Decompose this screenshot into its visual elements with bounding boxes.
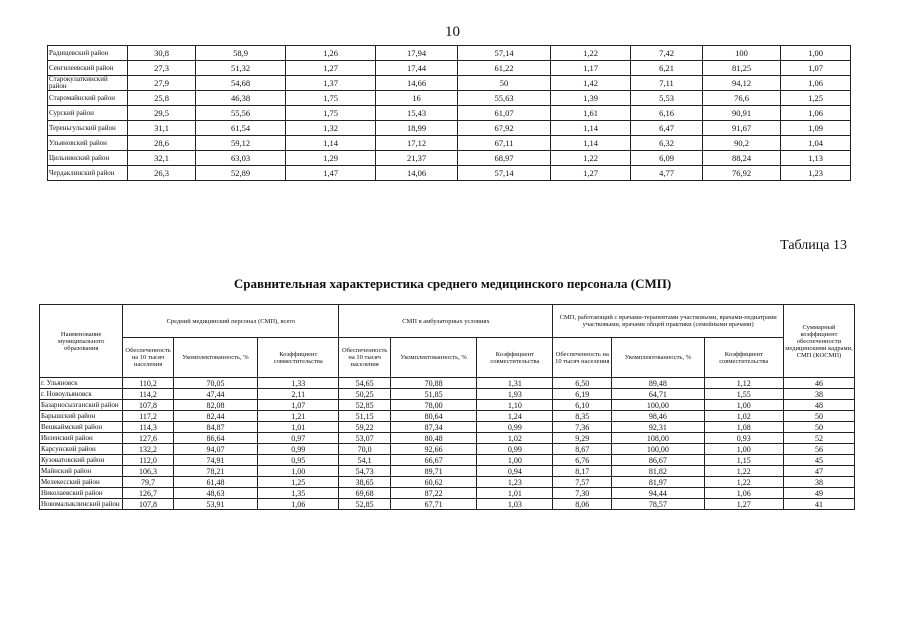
value-cell: 100 (703, 46, 781, 61)
page-number: 10 (445, 24, 460, 40)
value-cell: 0,99 (258, 444, 339, 455)
value-cell: 1,14 (551, 121, 631, 136)
value-cell: 69,68 (339, 488, 390, 499)
district-name-cell: Новомалыклинский район (40, 499, 123, 510)
value-cell: 52 (783, 433, 854, 444)
value-cell: 70,88 (390, 378, 476, 389)
value-cell: 49 (783, 488, 854, 499)
table1-body (48, 46, 851, 181)
header-g2-coefficient: Коэффициент совместительства (477, 338, 553, 378)
value-cell: 8,17 (553, 466, 612, 477)
value-cell: 8,67 (553, 444, 612, 455)
value-cell: 1,47 (286, 166, 376, 181)
value-cell: 21,37 (376, 151, 458, 166)
value-cell: 61,22 (458, 61, 551, 76)
value-cell: 1,27 (551, 166, 631, 181)
district-name-cell: Мелекесский район (40, 477, 123, 488)
value-cell: 81,82 (612, 466, 705, 477)
table-row (48, 91, 851, 106)
value-cell: 17,94 (376, 46, 458, 61)
header-smp-total: Средний медицинский персонал (СМП), всего (123, 305, 339, 338)
value-cell: 68,97 (458, 151, 551, 166)
value-cell: 6,10 (553, 400, 612, 411)
value-cell: 6,21 (631, 61, 703, 76)
header-g2-staffing: Укомплектованность, % (390, 338, 476, 378)
value-cell: 82,08 (173, 400, 257, 411)
value-cell: 6,16 (631, 106, 703, 121)
value-cell: 1,27 (286, 61, 376, 76)
value-cell: 88,24 (703, 151, 781, 166)
value-cell: 61,48 (173, 477, 257, 488)
value-cell: 1,37 (286, 76, 376, 91)
value-cell: 1,15 (704, 455, 783, 466)
value-cell: 1,13 (781, 151, 851, 166)
value-cell: 1,33 (258, 378, 339, 389)
value-cell: 91,67 (703, 121, 781, 136)
value-cell: 1,00 (258, 466, 339, 477)
value-cell: 89,48 (612, 378, 705, 389)
value-cell: 0,99 (477, 422, 553, 433)
value-cell: 6,19 (553, 389, 612, 400)
value-cell: 57,14 (458, 46, 551, 61)
header-g1-staffing: Укомплектованность, % (173, 338, 257, 378)
value-cell: 1,29 (286, 151, 376, 166)
value-cell: 1,02 (477, 433, 553, 444)
value-cell: 2,11 (258, 389, 339, 400)
value-cell: 1,31 (477, 378, 553, 389)
value-cell: 1,06 (781, 76, 851, 91)
table-row (48, 106, 851, 121)
value-cell: 0,99 (477, 444, 553, 455)
header-g1-provision: Обеспеченность на 10 тысяч населения (123, 338, 173, 378)
value-cell: 48 (783, 400, 854, 411)
district-name-cell: г. Ульяновск (40, 378, 123, 389)
value-cell: 67,71 (390, 499, 476, 510)
value-cell: 1,26 (286, 46, 376, 61)
value-cell: 1,32 (286, 121, 376, 136)
value-cell: 59,12 (196, 136, 286, 151)
value-cell: 17,12 (376, 136, 458, 151)
header-g1-coefficient: Коэффициент совместительства (258, 338, 339, 378)
table-row (40, 444, 855, 455)
district-name-cell: Старомайнский район (48, 91, 128, 106)
value-cell: 51,32 (196, 61, 286, 76)
value-cell: 54,73 (339, 466, 390, 477)
table-row (40, 499, 855, 510)
value-cell: 1,07 (781, 61, 851, 76)
value-cell: 38 (783, 389, 854, 400)
value-cell: 6,09 (631, 151, 703, 166)
value-cell: 0,95 (258, 455, 339, 466)
value-cell: 29,5 (128, 106, 196, 121)
value-cell: 76,6 (703, 91, 781, 106)
district-name-cell: Чердаклинский район (48, 166, 128, 181)
value-cell: 60,62 (390, 477, 476, 488)
table-row (40, 466, 855, 477)
district-name-cell: Цильнинский район (48, 151, 128, 166)
table-row (40, 455, 855, 466)
value-cell: 80,64 (390, 411, 476, 422)
header-district-name: Наименование муниципального образования (40, 305, 123, 378)
header-g3-provision: Обеспеченность на 10 тысяч населения (553, 338, 612, 378)
value-cell: 4,77 (631, 166, 703, 181)
value-cell: 81,25 (703, 61, 781, 76)
district-name-cell: Вешкаймский район (40, 422, 123, 433)
header-g3-coefficient: Коэффициент совместительства (704, 338, 783, 378)
value-cell: 1,00 (477, 455, 553, 466)
value-cell: 1,01 (258, 422, 339, 433)
district-name-cell: Ульяновский район (48, 136, 128, 151)
value-cell: 41 (783, 499, 854, 510)
value-cell: 1,06 (258, 499, 339, 510)
value-cell: 25,8 (128, 91, 196, 106)
value-cell: 87,34 (390, 422, 476, 433)
value-cell: 52,89 (196, 166, 286, 181)
value-cell: 107,8 (123, 499, 173, 510)
district-name-cell: Радищевский район (48, 46, 128, 61)
value-cell: 1,12 (704, 378, 783, 389)
value-cell: 1,39 (551, 91, 631, 106)
value-cell: 79,7 (123, 477, 173, 488)
value-cell: 16 (376, 91, 458, 106)
value-cell: 54,1 (339, 455, 390, 466)
value-cell: 7,42 (631, 46, 703, 61)
value-cell: 64,71 (612, 389, 705, 400)
value-cell: 0,97 (258, 433, 339, 444)
value-cell: 1,75 (286, 106, 376, 121)
value-cell: 100,00 (612, 444, 705, 455)
value-cell: 70,0 (339, 444, 390, 455)
value-cell: 1,06 (704, 488, 783, 499)
value-cell: 7,11 (631, 76, 703, 91)
value-cell: 8,06 (553, 499, 612, 510)
value-cell: 63,03 (196, 151, 286, 166)
smp-comparison-table (39, 304, 855, 510)
table-row (48, 151, 851, 166)
table-row (40, 389, 855, 400)
value-cell: 1,24 (477, 411, 553, 422)
table-row (40, 488, 855, 499)
value-cell: 1,75 (286, 91, 376, 106)
value-cell: 1,01 (477, 488, 553, 499)
value-cell: 18,99 (376, 121, 458, 136)
value-cell: 59,22 (339, 422, 390, 433)
district-name-cell: Майнский район (40, 466, 123, 477)
value-cell: 54,68 (196, 76, 286, 91)
header-g3-staffing: Укомплектованность, % (612, 338, 705, 378)
value-cell: 86,67 (612, 455, 705, 466)
district-name-cell: Кузоватовский район (40, 455, 123, 466)
value-cell: 89,71 (390, 466, 476, 477)
value-cell: 6,47 (631, 121, 703, 136)
value-cell: 1,22 (551, 151, 631, 166)
table-label: Таблица 13 (780, 238, 847, 253)
value-cell: 1,06 (781, 106, 851, 121)
value-cell: 1,22 (704, 477, 783, 488)
district-name-cell: Барышский район (40, 411, 123, 422)
value-cell: 70,05 (173, 378, 257, 389)
table-row (48, 121, 851, 136)
value-cell: 30,8 (128, 46, 196, 61)
value-cell: 45 (783, 455, 854, 466)
value-cell: 110,2 (123, 378, 173, 389)
value-cell: 1,23 (477, 477, 553, 488)
value-cell: 132,2 (123, 444, 173, 455)
value-cell: 1,09 (781, 121, 851, 136)
header-smp-primary-care: СМП, работающий с врачами-терапевтами участковыми, врачами-педиатрами участковыми, врачами общей практики (семейными врачами) (553, 305, 783, 338)
table-row (48, 61, 851, 76)
value-cell: 1,02 (704, 411, 783, 422)
value-cell: 1,27 (704, 499, 783, 510)
value-cell: 1,10 (477, 400, 553, 411)
value-cell: 53,91 (173, 499, 257, 510)
value-cell: 28,6 (128, 136, 196, 151)
value-cell: 94,07 (173, 444, 257, 455)
value-cell: 1,25 (258, 477, 339, 488)
value-cell: 90,2 (703, 136, 781, 151)
value-cell: 1,00 (781, 46, 851, 61)
district-name-cell: Базарносызганский район (40, 400, 123, 411)
value-cell: 48,63 (173, 488, 257, 499)
value-cell: 1,23 (781, 166, 851, 181)
value-cell: 57,14 (458, 166, 551, 181)
table-row (40, 411, 855, 422)
district-name-cell: Инзенский район (40, 433, 123, 444)
value-cell: 76,92 (703, 166, 781, 181)
value-cell: 1,00 (704, 400, 783, 411)
value-cell: 55,56 (196, 106, 286, 121)
table-row (48, 136, 851, 151)
districts-table-continued (47, 45, 851, 181)
value-cell: 47,44 (173, 389, 257, 400)
value-cell: 1,17 (551, 61, 631, 76)
value-cell: 126,7 (123, 488, 173, 499)
value-cell: 26,3 (128, 166, 196, 181)
table-row (48, 76, 851, 91)
table-row (40, 378, 855, 389)
value-cell: 15,43 (376, 106, 458, 121)
value-cell: 1,14 (286, 136, 376, 151)
value-cell: 74,91 (173, 455, 257, 466)
value-cell: 6,76 (553, 455, 612, 466)
value-cell: 66,67 (390, 455, 476, 466)
table-title: Сравнительная характеристика среднего медицинского персонала (СМП) (233, 276, 672, 291)
value-cell: 61,54 (196, 121, 286, 136)
district-name-cell: Тереньгульский район (48, 121, 128, 136)
value-cell: 1,61 (551, 106, 631, 121)
value-cell: 98,46 (612, 411, 705, 422)
value-cell: 6,50 (553, 378, 612, 389)
header-smp-ambulatory: СМП в амбулаторных условиях (339, 305, 553, 338)
value-cell: 90,91 (703, 106, 781, 121)
value-cell: 58,9 (196, 46, 286, 61)
value-cell: 94,44 (612, 488, 705, 499)
value-cell: 127,6 (123, 433, 173, 444)
value-cell: 1,93 (477, 389, 553, 400)
value-cell: 27,9 (128, 76, 196, 91)
district-name-cell: Старокулаткинский район (48, 76, 128, 91)
value-cell: 1,07 (258, 400, 339, 411)
value-cell: 1,42 (551, 76, 631, 91)
value-cell: 50 (783, 422, 854, 433)
value-cell: 80,48 (390, 433, 476, 444)
value-cell: 55,63 (458, 91, 551, 106)
district-name-cell: Сурский район (48, 106, 128, 121)
table2-body (40, 378, 855, 510)
value-cell: 6,32 (631, 136, 703, 151)
value-cell: 67,11 (458, 136, 551, 151)
value-cell: 94,12 (703, 76, 781, 91)
value-cell: 0,94 (477, 466, 553, 477)
value-cell: 87,22 (390, 488, 476, 499)
value-cell: 50 (458, 76, 551, 91)
district-name-cell: г. Новоульяновск (40, 389, 123, 400)
value-cell: 46 (783, 378, 854, 389)
value-cell: 14,06 (376, 166, 458, 181)
value-cell: 17,44 (376, 61, 458, 76)
value-cell: 67,92 (458, 121, 551, 136)
value-cell: 1,55 (704, 389, 783, 400)
value-cell: 114,2 (123, 389, 173, 400)
value-cell: 7,30 (553, 488, 612, 499)
value-cell: 108,00 (612, 433, 705, 444)
value-cell: 78,21 (173, 466, 257, 477)
value-cell: 92,66 (390, 444, 476, 455)
value-cell: 82,44 (173, 411, 257, 422)
table-row (48, 46, 851, 61)
value-cell: 14,66 (376, 76, 458, 91)
value-cell: 27,3 (128, 61, 196, 76)
table-row (40, 433, 855, 444)
value-cell: 86,64 (173, 433, 257, 444)
value-cell: 1,08 (704, 422, 783, 433)
value-cell: 84,87 (173, 422, 257, 433)
value-cell: 1,35 (258, 488, 339, 499)
value-cell: 50,25 (339, 389, 390, 400)
value-cell: 106,3 (123, 466, 173, 477)
table-row (48, 166, 851, 181)
value-cell: 107,8 (123, 400, 173, 411)
value-cell: 78,00 (390, 400, 476, 411)
value-cell: 1,14 (551, 136, 631, 151)
value-cell: 114,3 (123, 422, 173, 433)
table-row (40, 400, 855, 411)
value-cell: 56 (783, 444, 854, 455)
value-cell: 46,38 (196, 91, 286, 106)
value-cell: 52,85 (339, 499, 390, 510)
value-cell: 51,85 (390, 389, 476, 400)
value-cell: 1,21 (258, 411, 339, 422)
value-cell: 112,0 (123, 455, 173, 466)
value-cell: 50 (783, 411, 854, 422)
value-cell: 31,1 (128, 121, 196, 136)
value-cell: 5,53 (631, 91, 703, 106)
value-cell: 38,65 (339, 477, 390, 488)
value-cell: 7,57 (553, 477, 612, 488)
value-cell: 1,25 (781, 91, 851, 106)
district-name-cell: Сенгилеевский район (48, 61, 128, 76)
header-g2-provision: Обеспеченность на 10 тысяч населения (339, 338, 390, 378)
value-cell: 81,97 (612, 477, 705, 488)
table-row (40, 422, 855, 433)
value-cell: 38 (783, 477, 854, 488)
district-name-cell: Николаевский район (40, 488, 123, 499)
value-cell: 53,07 (339, 433, 390, 444)
value-cell: 32,1 (128, 151, 196, 166)
header-kosmp: Суммарный коэффициент обеспеченности медицинскими кадрами, СМП (КОСМП) (783, 305, 854, 378)
value-cell: 1,22 (551, 46, 631, 61)
value-cell: 1,03 (477, 499, 553, 510)
value-cell: 92,31 (612, 422, 705, 433)
value-cell: 9,29 (553, 433, 612, 444)
value-cell: 0,93 (704, 433, 783, 444)
value-cell: 1,22 (704, 466, 783, 477)
value-cell: 8,35 (553, 411, 612, 422)
value-cell: 1,00 (704, 444, 783, 455)
value-cell: 100,00 (612, 400, 705, 411)
district-name-cell: Карсунский район (40, 444, 123, 455)
value-cell: 51,15 (339, 411, 390, 422)
value-cell: 61,07 (458, 106, 551, 121)
value-cell: 78,57 (612, 499, 705, 510)
value-cell: 52,85 (339, 400, 390, 411)
table-row (40, 477, 855, 488)
value-cell: 47 (783, 466, 854, 477)
value-cell: 54,65 (339, 378, 390, 389)
value-cell: 7,36 (553, 422, 612, 433)
value-cell: 1,04 (781, 136, 851, 151)
value-cell: 117,2 (123, 411, 173, 422)
